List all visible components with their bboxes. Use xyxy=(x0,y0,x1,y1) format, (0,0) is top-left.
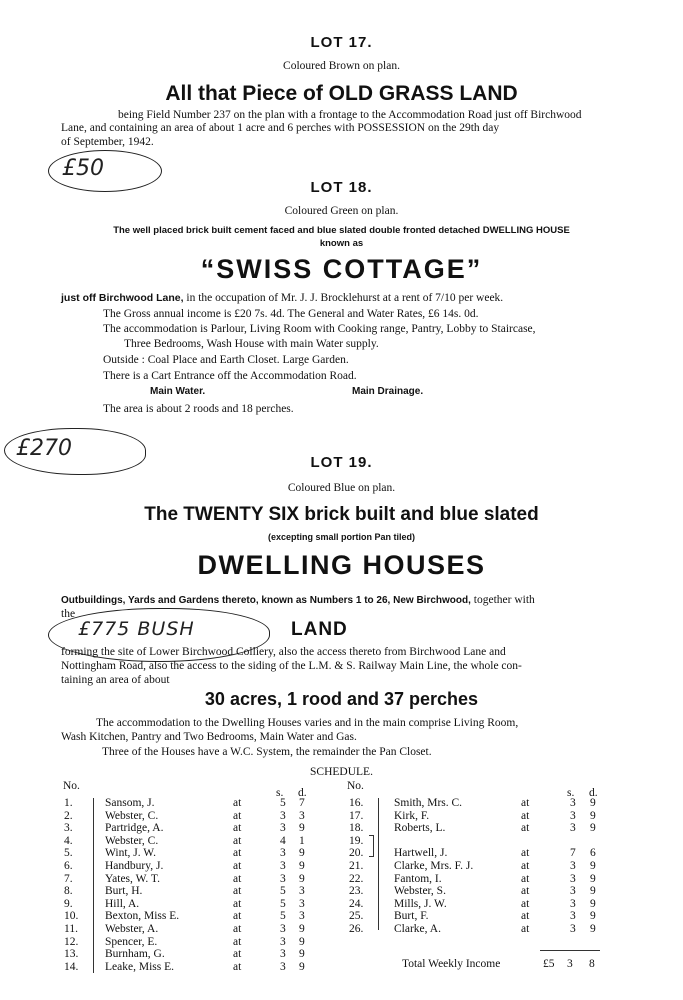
lot17-heading: LOT 17. xyxy=(310,34,373,51)
handwritten-price-lot19: £775 BUSH xyxy=(78,618,195,640)
lot19-outbuildings-rest: together with xyxy=(470,594,535,606)
schedule-row-at: at xyxy=(233,872,242,885)
schedule-row-name: Roberts, L. xyxy=(394,822,446,835)
lot19-land: LAND xyxy=(291,619,348,640)
schedule-row-no: 16. xyxy=(349,797,364,809)
lot18-occupation-bold: just off Birchwood Lane, xyxy=(61,292,184,304)
schedule-d-label-right: d. xyxy=(589,787,598,799)
schedule-row-at: at xyxy=(233,822,242,835)
schedule-row-no: 23. xyxy=(349,885,364,898)
schedule-row-name: Mills, J. W. xyxy=(394,897,447,910)
schedule-row-no: 8. xyxy=(64,885,73,898)
schedule-row-name: Webster, C. xyxy=(105,834,159,847)
lot17-line2: Lane, and containing an area of about 1 acre and 6 perches with POSSESSION on the 29th day xyxy=(61,122,500,134)
lot19-title2: DWELLING HOUSES xyxy=(197,550,486,580)
lot18-accom1: The accommodation is Parlour, Living Room with Cooking range, Pantry, Lobby to Staircase, xyxy=(103,323,536,335)
schedule-row-no: 13. xyxy=(64,948,79,961)
schedule-row-shillings: 4 xyxy=(280,834,286,847)
lot18-intro2: known as xyxy=(319,238,364,249)
schedule-row-pence: 3 xyxy=(299,809,305,822)
schedule-row-shillings: 3 xyxy=(570,822,576,835)
schedule-row-pence: 9 xyxy=(299,847,305,860)
lot19-outbuildings-bold: Outbuildings, Yards and Gardens thereto, known as Numbers 1 to 26, New Birchwood, xyxy=(61,595,471,606)
schedule-no-label-left: No. xyxy=(63,780,80,792)
schedule-row-shillings: 5 xyxy=(280,910,286,923)
schedule-row-at: at xyxy=(521,897,530,910)
schedule-row-no: 26. xyxy=(349,923,364,935)
schedule-row-pence: 9 xyxy=(299,948,305,961)
lot18-occupation-rest: in the occupation of Mr. J. J. Brocklehurst at a rent of 7/10 per week. xyxy=(183,292,504,304)
schedule-row-name: Webster, S. xyxy=(394,885,446,898)
schedule-rule-left xyxy=(93,798,94,973)
lot18-colour: Coloured Green on plan. xyxy=(284,205,399,217)
schedule-row-at: at xyxy=(233,834,242,847)
lot18-income: The Gross annual income is £20 7s. 4d. The General and Water Rates, £6 14s. 0d. xyxy=(103,308,479,320)
schedule-row-at: at xyxy=(233,897,242,910)
schedule-row-name: Webster, A. xyxy=(105,923,159,935)
schedule-row-at: at xyxy=(233,948,242,961)
lot19-outbuildings xyxy=(61,593,535,608)
schedule-row-no: 24. xyxy=(349,897,364,910)
lot17-title: All that Piece of OLD GRASS LAND xyxy=(165,82,518,105)
lot18-area: The area is about 2 roods and 18 perches. xyxy=(103,403,294,415)
schedule-bracket xyxy=(369,835,374,857)
schedule-row-shillings: 3 xyxy=(280,960,286,973)
schedule-row-shillings: 3 xyxy=(570,897,576,910)
schedule-row-pence: 7 xyxy=(299,797,305,809)
lot18-outside: Outside : Coal Place and Earth Closet. Large Garden. xyxy=(103,354,349,366)
schedule-row-no: 17. xyxy=(349,809,364,822)
schedule-row-name: Kirk, F. xyxy=(394,809,430,822)
schedule-row-no: 7. xyxy=(64,872,73,885)
lot19-colour: Coloured Blue on plan. xyxy=(287,482,396,494)
schedule-row-at: at xyxy=(233,809,242,822)
schedule-row-no: 2. xyxy=(64,809,73,822)
lot19-forming3: taining an area of about xyxy=(61,674,170,686)
schedule-row-pence: 6 xyxy=(590,847,596,860)
schedule-row-shillings: 3 xyxy=(280,822,286,835)
lot19-title1: The TWENTY SIX brick built and blue slated xyxy=(144,504,539,525)
schedule-d-label-left: d. xyxy=(298,787,307,799)
schedule-row-name: Wint, J. W. xyxy=(105,847,156,860)
schedule-row-no: 10. xyxy=(64,910,79,923)
lot19-accom1: The accommodation to the Dwelling Houses varies and in the main comprise Living Room, xyxy=(96,717,519,729)
schedule-row-shillings: 3 xyxy=(570,872,576,885)
lot18-accom2: Three Bedrooms, Wash House with main Water supply. xyxy=(124,338,379,350)
schedule-row-no: 6. xyxy=(64,860,73,872)
schedule-row-pence: 3 xyxy=(299,885,305,898)
lot19-forming2: Nottingham Road, also the access to the siding of the L.M. & S. Railway Main Line, the whole con- xyxy=(61,660,522,672)
schedule-row-no: 5. xyxy=(64,847,73,860)
schedule-row-name: Handbury, J. xyxy=(105,860,164,872)
lot18-heading: LOT 18. xyxy=(310,179,373,196)
schedule-row-shillings: 3 xyxy=(570,860,576,872)
schedule-row-name: Burnham, G. xyxy=(105,948,165,961)
schedule-row-no: 18. xyxy=(349,822,364,835)
schedule-row-pence: 9 xyxy=(590,822,596,835)
schedule-row-pence: 9 xyxy=(299,822,305,835)
schedule-row-shillings: 3 xyxy=(280,935,286,948)
schedule-row-at: at xyxy=(233,885,242,898)
schedule-row-shillings: 3 xyxy=(570,923,576,935)
schedule-row-at: at xyxy=(521,822,530,835)
schedule-row-shillings: 3 xyxy=(570,809,576,822)
schedule-row-shillings: 3 xyxy=(570,797,576,809)
schedule-row-no: 20. xyxy=(349,847,364,860)
schedule-row-shillings: 3 xyxy=(280,948,286,961)
total-rule xyxy=(540,950,600,951)
schedule-row-no: 9. xyxy=(64,897,73,910)
lot18-cart: There is a Cart Entrance off the Accommodation Road. xyxy=(103,370,357,382)
lot18-occupation xyxy=(61,291,503,305)
schedule-row-at: at xyxy=(233,935,242,948)
schedule-row-pence: 9 xyxy=(299,960,305,973)
schedule-row-shillings: 3 xyxy=(280,872,286,885)
lot19-wc: Three of the Houses have a W.C. System, the remainder the Pan Closet. xyxy=(102,746,432,758)
schedule-row-pence: 9 xyxy=(590,860,596,872)
schedule-row-no: 4. xyxy=(64,834,73,847)
schedule-title: SCHEDULE. xyxy=(310,766,373,778)
schedule-row-no: 1. xyxy=(64,797,73,809)
schedule-row-pence: 3 xyxy=(299,910,305,923)
schedule-s-label-right: s. xyxy=(567,787,575,799)
schedule-s-label-left: s. xyxy=(276,787,284,799)
schedule-row-pence: 9 xyxy=(590,797,596,809)
schedule-row-shillings: 3 xyxy=(280,860,286,872)
schedule-row-at: at xyxy=(521,923,530,935)
lot19-the: the xyxy=(61,608,76,620)
schedule-row-name: Hill, A. xyxy=(105,897,140,910)
lot19-acres: 30 acres, 1 rood and 37 perches xyxy=(204,689,479,709)
schedule-row-name: Leake, Miss E. xyxy=(105,960,174,973)
lot19-forming1: forming the site of Lower Birchwood Colliery, also the access thereto from Birchwood Lane and xyxy=(61,646,506,658)
schedule-row-name: Clarke, A. xyxy=(394,923,441,935)
lot17-line3: of September, 1942. xyxy=(61,136,154,148)
lot18-main-drainage: Main Drainage. xyxy=(352,386,424,397)
total-shillings: 3 xyxy=(567,958,573,970)
schedule-row-name: Bexton, Miss E. xyxy=(105,910,180,923)
schedule-row-no: 3. xyxy=(64,822,73,835)
schedule-row-no: 25. xyxy=(349,910,364,923)
schedule-row-at: at xyxy=(521,860,530,872)
lot19-heading: LOT 19. xyxy=(310,454,373,471)
schedule-row-name: Yates, W. T. xyxy=(105,872,160,885)
schedule-row-at: at xyxy=(233,847,242,860)
schedule-row-no: 19. xyxy=(349,834,364,847)
schedule-row-at: at xyxy=(233,960,242,973)
schedule-row-at: at xyxy=(521,847,530,860)
total-pounds: £5 xyxy=(543,958,555,970)
lot19-accom2: Wash Kitchen, Pantry and Two Bedrooms, Main Water and Gas. xyxy=(61,731,357,743)
schedule-row-pence: 9 xyxy=(299,872,305,885)
schedule-row-at: at xyxy=(521,872,530,885)
schedule-row-name: Burt, F. xyxy=(394,910,429,923)
schedule-row-name: Webster, C. xyxy=(105,809,159,822)
handwritten-price-lot17: £50 xyxy=(62,156,104,181)
schedule-row-name: Hartwell, J. xyxy=(394,847,448,860)
schedule-row-pence: 9 xyxy=(299,923,305,935)
schedule-row-pence: 9 xyxy=(590,923,596,935)
schedule-row-pence: 9 xyxy=(590,910,596,923)
schedule-row-name: Burt, H. xyxy=(105,885,143,898)
schedule-row-pence: 9 xyxy=(590,897,596,910)
schedule-no-label-right: No. xyxy=(347,780,364,792)
schedule-row-shillings: 3 xyxy=(570,910,576,923)
schedule-row-pence: 9 xyxy=(590,885,596,898)
lot17-colour: Coloured Brown on plan. xyxy=(283,60,400,72)
handwritten-price-lot18: £270 xyxy=(16,436,72,461)
schedule-row-name: Fantom, I. xyxy=(394,872,442,885)
schedule-row-name: Smith, Mrs. C. xyxy=(394,797,463,809)
schedule-row-pence: 1 xyxy=(299,834,305,847)
schedule-row-pence: 9 xyxy=(299,935,305,948)
schedule-row-no: 14. xyxy=(64,960,79,973)
schedule-row-shillings: 7 xyxy=(570,847,576,860)
schedule-row-shillings: 5 xyxy=(280,885,286,898)
schedule-row-shillings: 3 xyxy=(280,847,286,860)
lot18-main-water: Main Water. xyxy=(150,386,206,397)
schedule-row-at: at xyxy=(521,809,530,822)
total-weekly-income-label: Total Weekly Income xyxy=(402,958,501,970)
lot19-excepting: (excepting small portion Pan tiled) xyxy=(267,532,416,542)
schedule-row-name: Spencer, E. xyxy=(105,935,158,948)
schedule-row-pence: 9 xyxy=(590,809,596,822)
schedule-row-at: at xyxy=(233,860,242,872)
schedule-row-pence: 3 xyxy=(299,897,305,910)
schedule-row-name: Clarke, Mrs. F. J. xyxy=(394,860,474,872)
lot18-name: “SWISS COTTAGE” xyxy=(200,254,483,284)
schedule-row-name: Sansom, J. xyxy=(105,797,155,809)
schedule-row-no: 11. xyxy=(64,923,78,935)
schedule-row-at: at xyxy=(521,910,530,923)
lot17-line1: being Field Number 237 on the plan with a frontage to the Accommodation Road just off Birchwood xyxy=(118,109,582,121)
schedule-row-no: 12. xyxy=(64,935,79,948)
schedule-row-pence: 9 xyxy=(299,860,305,872)
schedule-row-no: 22. xyxy=(349,872,364,885)
schedule-row-at: at xyxy=(521,885,530,898)
schedule-row-name: Partridge, A. xyxy=(105,822,164,835)
schedule-row-shillings: 5 xyxy=(280,897,286,910)
schedule-row-at: at xyxy=(233,797,242,809)
total-pence: 8 xyxy=(589,958,595,970)
schedule-row-at: at xyxy=(233,910,242,923)
schedule-row-no: 21. xyxy=(349,860,364,872)
lot18-intro1: The well placed brick built cement faced and blue slated double fronted detached DWELLING HOUSE xyxy=(113,225,570,236)
schedule-row-pence: 9 xyxy=(590,872,596,885)
schedule-row-at: at xyxy=(521,797,530,809)
schedule-row-shillings: 3 xyxy=(280,809,286,822)
schedule-row-shillings: 3 xyxy=(570,885,576,898)
schedule-row-shillings: 5 xyxy=(280,797,286,809)
schedule-row-at: at xyxy=(233,923,242,935)
schedule-rule-right xyxy=(378,798,379,930)
schedule-row-shillings: 3 xyxy=(280,923,286,935)
